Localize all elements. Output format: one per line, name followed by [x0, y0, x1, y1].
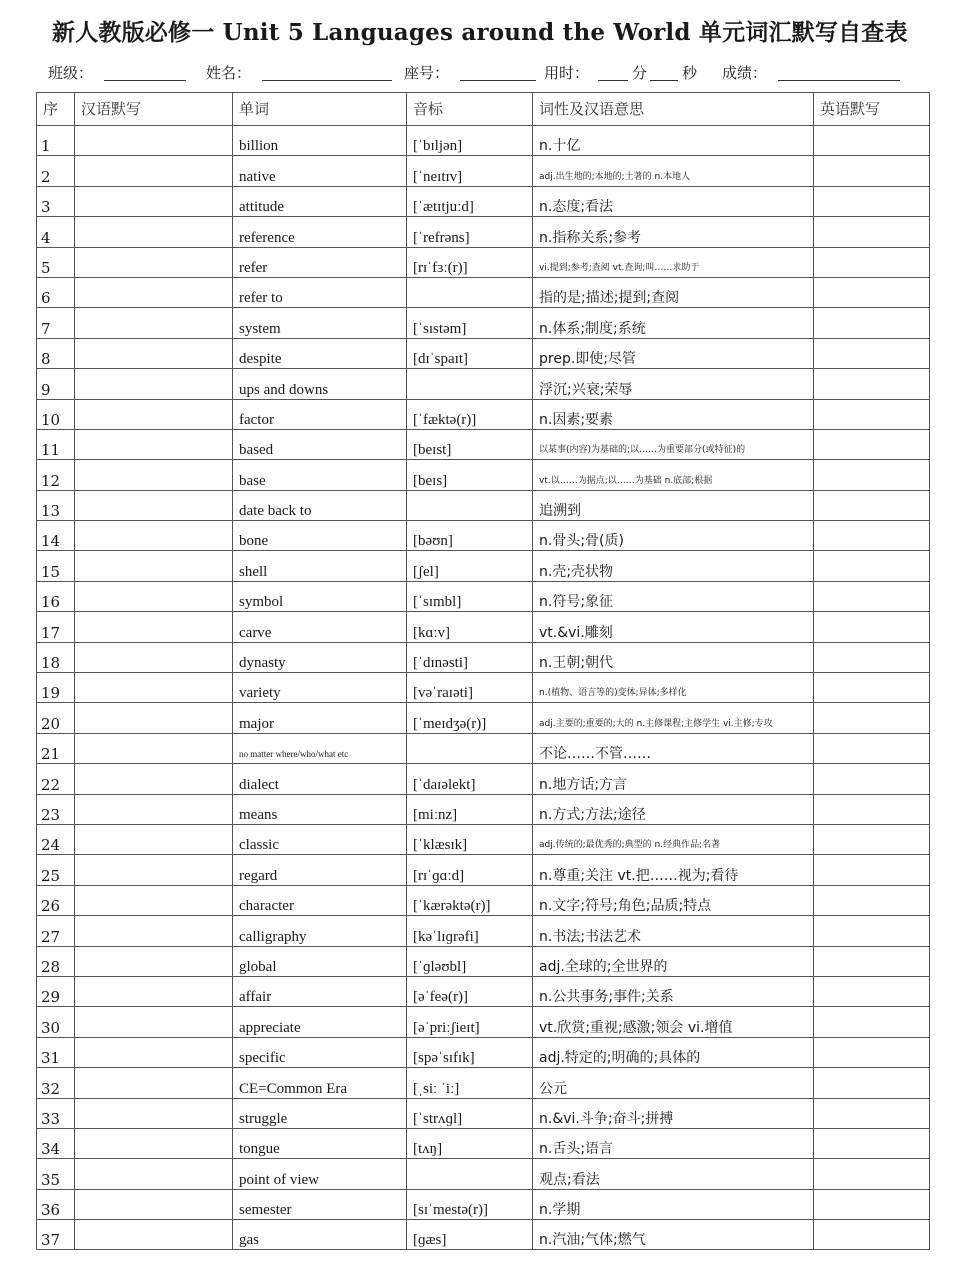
meaning-cell: adj.主要的;重要的;大的 n.主修课程;主修学生 vi.主修;专攻 [533, 703, 814, 733]
seat-field[interactable] [460, 80, 536, 81]
phonetic-cell: [kəˈlɪɡrəfi] [407, 916, 533, 946]
table-row [37, 308, 930, 338]
table-row [37, 490, 930, 520]
word-cell: affair [233, 976, 407, 1006]
chinese-dictation-cell[interactable] [75, 1068, 233, 1098]
word-cell: shell [233, 551, 407, 581]
row-number: 5 [37, 247, 75, 277]
table-row [37, 581, 930, 611]
minutes-label: 分 [632, 64, 648, 82]
word-cell: based [233, 429, 407, 459]
chinese-dictation-cell[interactable] [75, 855, 233, 885]
phonetic-cell: [əˈpriːʃieɪt] [407, 1007, 533, 1037]
phonetic-cell [407, 733, 533, 763]
vocabulary-table [36, 92, 930, 1250]
score-label: 成绩： [722, 64, 768, 82]
meaning-cell: n.学期 [533, 1189, 814, 1219]
row-number: 22 [37, 764, 75, 794]
header-english-dictation: 英语默写 [814, 93, 930, 126]
chinese-dictation-cell[interactable] [75, 673, 233, 703]
row-number: 29 [37, 976, 75, 1006]
word-cell: means [233, 794, 407, 824]
meaning-cell: 观点;看法 [533, 1159, 814, 1189]
english-dictation-cell[interactable] [814, 1068, 930, 1098]
row-number: 27 [37, 916, 75, 946]
row-number: 32 [37, 1068, 75, 1098]
english-dictation-cell[interactable] [814, 1128, 930, 1158]
phonetic-cell: [ˈsɪmbl] [407, 581, 533, 611]
phonetic-cell: [spəˈsɪfɪk] [407, 1037, 533, 1067]
page-title: 新人教版必修一 Unit 5 Languages around the World 单元词汇默写自查表 [52, 19, 908, 46]
english-dictation-cell[interactable] [814, 1037, 930, 1067]
phonetic-cell: [ˈkærəktə(r)] [407, 885, 533, 915]
row-number: 35 [37, 1159, 75, 1189]
meaning-cell: vt.以……为据点;以……为基础 n.底部;根据 [533, 460, 814, 490]
english-dictation-cell[interactable] [814, 460, 930, 490]
english-dictation-cell[interactable] [814, 217, 930, 247]
english-dictation-cell[interactable] [814, 156, 930, 186]
chinese-dictation-cell[interactable] [75, 217, 233, 247]
phonetic-cell: [ˈsɪstəm] [407, 308, 533, 338]
table-row [37, 338, 930, 368]
chinese-dictation-cell[interactable] [75, 1189, 233, 1219]
word-cell: despite [233, 338, 407, 368]
row-number: 13 [37, 490, 75, 520]
score-field[interactable] [778, 80, 900, 81]
meaning-cell: n.舌头;语言 [533, 1128, 814, 1158]
meaning-cell: 浮沉;兴衰;荣辱 [533, 369, 814, 399]
english-dictation-cell[interactable] [814, 1159, 930, 1189]
chinese-dictation-cell[interactable] [75, 612, 233, 642]
class-field[interactable] [104, 80, 186, 81]
row-number: 11 [37, 429, 75, 459]
word-cell: tongue [233, 1128, 407, 1158]
table-row [37, 946, 930, 976]
english-dictation-cell[interactable] [814, 733, 930, 763]
chinese-dictation-cell[interactable] [75, 794, 233, 824]
table-row [37, 703, 930, 733]
table-row [37, 1037, 930, 1067]
word-cell: appreciate [233, 1007, 407, 1037]
class-label: 班级： [48, 64, 94, 82]
phonetic-cell: [ˈætɪtjuːd] [407, 186, 533, 216]
word-cell: gas [233, 1220, 407, 1250]
english-dictation-cell[interactable] [814, 794, 930, 824]
row-number: 26 [37, 885, 75, 915]
chinese-dictation-cell[interactable] [75, 916, 233, 946]
student-info-bar [46, 60, 926, 86]
meaning-cell: adj.全球的;全世界的 [533, 946, 814, 976]
phonetic-cell: [ˈfæktə(r)] [407, 399, 533, 429]
phonetic-cell [407, 1159, 533, 1189]
table-row [37, 885, 930, 915]
chinese-dictation-cell[interactable] [75, 824, 233, 854]
word-cell: refer to [233, 277, 407, 307]
word-cell: carve [233, 612, 407, 642]
table-row [37, 521, 930, 551]
table-row [37, 247, 930, 277]
word-cell: base [233, 460, 407, 490]
table-row [37, 126, 930, 156]
meaning-cell: n.汽油;气体;燃气 [533, 1220, 814, 1250]
phonetic-cell [407, 369, 533, 399]
english-dictation-cell[interactable] [814, 642, 930, 672]
meaning-cell: n.方式;方法;途径 [533, 794, 814, 824]
chinese-dictation-cell[interactable] [75, 186, 233, 216]
chinese-dictation-cell[interactable] [75, 642, 233, 672]
table-row [37, 1098, 930, 1128]
chinese-dictation-cell[interactable] [75, 581, 233, 611]
word-cell: classic [233, 824, 407, 854]
row-number: 30 [37, 1007, 75, 1037]
word-cell: ups and downs [233, 369, 407, 399]
english-dictation-cell[interactable] [814, 429, 930, 459]
seconds-field[interactable] [650, 80, 678, 81]
word-cell: specific [233, 1037, 407, 1067]
row-number: 28 [37, 946, 75, 976]
english-dictation-cell[interactable] [814, 976, 930, 1006]
phonetic-cell: [rɪˈfɜː(r)] [407, 247, 533, 277]
name-label: 姓名： [206, 64, 252, 82]
row-number: 9 [37, 369, 75, 399]
word-cell: regard [233, 855, 407, 885]
english-dictation-cell[interactable] [814, 126, 930, 156]
table-row [37, 612, 930, 642]
chinese-dictation-cell[interactable] [75, 308, 233, 338]
phonetic-cell: [ˈɡləʊbl] [407, 946, 533, 976]
chinese-dictation-cell[interactable] [75, 399, 233, 429]
header-word: 单词 [233, 93, 407, 126]
meaning-cell: 不论……不管…… [533, 733, 814, 763]
header-number: 序 [37, 93, 75, 126]
english-dictation-cell[interactable] [814, 703, 930, 733]
phonetic-cell: [dɪˈspaɪt] [407, 338, 533, 368]
meaning-cell: n.壳;壳状物 [533, 551, 814, 581]
table-row [37, 186, 930, 216]
row-number: 2 [37, 156, 75, 186]
chinese-dictation-cell[interactable] [75, 126, 233, 156]
word-cell: native [233, 156, 407, 186]
word-cell: character [233, 885, 407, 915]
english-dictation-cell[interactable] [814, 581, 930, 611]
meaning-cell: vi.提到;参考;查阅 vt.查询;叫……求助于 [533, 247, 814, 277]
meaning-cell: adj.传统的;最优秀的;典型的 n.经典作品;名著 [533, 824, 814, 854]
row-number: 34 [37, 1128, 75, 1158]
chinese-dictation-cell[interactable] [75, 946, 233, 976]
word-cell: billion [233, 126, 407, 156]
english-dictation-cell[interactable] [814, 399, 930, 429]
meaning-cell: n.骨头;骨(质) [533, 521, 814, 551]
meaning-cell: prep.即使;尽管 [533, 338, 814, 368]
seat-label: 座号： [404, 64, 450, 82]
phonetic-cell: [ˈdɪnəsti] [407, 642, 533, 672]
table-row [37, 1159, 930, 1189]
phonetic-cell: [ˈbɪljən] [407, 126, 533, 156]
table-row [37, 764, 930, 794]
word-cell: system [233, 308, 407, 338]
meaning-cell: n.尊重;关注 vt.把……视为;看待 [533, 855, 814, 885]
table-row [37, 156, 930, 186]
english-dictation-cell[interactable] [814, 247, 930, 277]
meaning-cell: adj.出生地的;本地的;土著的 n.本地人 [533, 156, 814, 186]
row-number: 6 [37, 277, 75, 307]
phonetic-cell: [kɑːv] [407, 612, 533, 642]
english-dictation-cell[interactable] [814, 1189, 930, 1219]
table-header-row [37, 93, 930, 126]
phonetic-cell: [ˈstrʌɡl] [407, 1098, 533, 1128]
word-cell: dialect [233, 764, 407, 794]
row-number: 16 [37, 581, 75, 611]
english-dictation-cell[interactable] [814, 1220, 930, 1250]
phonetic-cell [407, 277, 533, 307]
phonetic-cell: [ˈklæsɪk] [407, 824, 533, 854]
meaning-cell: 追溯到 [533, 490, 814, 520]
chinese-dictation-cell[interactable] [75, 551, 233, 581]
meaning-cell: 指的是;描述;提到;查阅 [533, 277, 814, 307]
row-number: 20 [37, 703, 75, 733]
english-dictation-cell[interactable] [814, 1098, 930, 1128]
english-dictation-cell[interactable] [814, 916, 930, 946]
word-cell: no matter where/who/what etc [233, 733, 407, 763]
phonetic-cell: [ˌsiː ˈiː] [407, 1068, 533, 1098]
meaning-cell: vt.&vi.雕刻 [533, 612, 814, 642]
row-number: 37 [37, 1220, 75, 1250]
meaning-cell: n.书法;书法艺术 [533, 916, 814, 946]
word-cell: reference [233, 217, 407, 247]
meaning-cell: n.体系;制度;系统 [533, 308, 814, 338]
row-number: 33 [37, 1098, 75, 1128]
row-number: 12 [37, 460, 75, 490]
meaning-cell: n.地方话;方言 [533, 764, 814, 794]
english-dictation-cell[interactable] [814, 186, 930, 216]
word-cell: CE=Common Era [233, 1068, 407, 1098]
row-number: 21 [37, 733, 75, 763]
table-row [37, 429, 930, 459]
row-number: 18 [37, 642, 75, 672]
meaning-cell: n.符号;象征 [533, 581, 814, 611]
word-cell: symbol [233, 581, 407, 611]
word-cell: attitude [233, 186, 407, 216]
phonetic-cell: [tʌŋ] [407, 1128, 533, 1158]
row-number: 15 [37, 551, 75, 581]
word-cell: refer [233, 247, 407, 277]
phonetic-cell: [ˈmeɪdʒə(r)] [407, 703, 533, 733]
meaning-cell: n.公共事务;事件;关系 [533, 976, 814, 1006]
chinese-dictation-cell[interactable] [75, 885, 233, 915]
chinese-dictation-cell[interactable] [75, 733, 233, 763]
row-number: 8 [37, 338, 75, 368]
row-number: 17 [37, 612, 75, 642]
phonetic-cell: [beɪs] [407, 460, 533, 490]
chinese-dictation-cell[interactable] [75, 429, 233, 459]
chinese-dictation-cell[interactable] [75, 1220, 233, 1250]
meaning-cell: adj.特定的;明确的;具体的 [533, 1037, 814, 1067]
header-chinese-dictation: 汉语默写 [75, 93, 233, 126]
chinese-dictation-cell[interactable] [75, 1007, 233, 1037]
table-row [37, 673, 930, 703]
table-row [37, 794, 930, 824]
word-cell: semester [233, 1189, 407, 1219]
meaning-cell: n.王朝;朝代 [533, 642, 814, 672]
chinese-dictation-cell[interactable] [75, 369, 233, 399]
meaning-cell: 以某事(内容)为基础的;以……为重要部分(或特征)的 [533, 429, 814, 459]
english-dictation-cell[interactable] [814, 855, 930, 885]
chinese-dictation-cell[interactable] [75, 703, 233, 733]
table-row [37, 976, 930, 1006]
meaning-cell: n.十亿 [533, 126, 814, 156]
meaning-cell: 公元 [533, 1068, 814, 1098]
word-cell: date back to [233, 490, 407, 520]
word-cell: calligraphy [233, 916, 407, 946]
word-cell: major [233, 703, 407, 733]
word-cell: variety [233, 673, 407, 703]
phonetic-cell: [ɡæs] [407, 1220, 533, 1250]
row-number: 1 [37, 126, 75, 156]
meaning-cell: n.&vi.斗争;奋斗;拼搏 [533, 1098, 814, 1128]
phonetic-cell [407, 490, 533, 520]
minutes-field[interactable] [598, 80, 628, 81]
row-number: 3 [37, 186, 75, 216]
chinese-dictation-cell[interactable] [75, 521, 233, 551]
phonetic-cell: [bəʊn] [407, 521, 533, 551]
table-row [37, 217, 930, 247]
chinese-dictation-cell[interactable] [75, 247, 233, 277]
row-number: 24 [37, 824, 75, 854]
table-body [37, 126, 930, 1250]
phonetic-cell: [vəˈraɪəti] [407, 673, 533, 703]
word-cell: dynasty [233, 642, 407, 672]
phonetic-cell: [ˈrefrəns] [407, 217, 533, 247]
time-label: 用时： [544, 64, 590, 82]
chinese-dictation-cell[interactable] [75, 1098, 233, 1128]
chinese-dictation-cell[interactable] [75, 460, 233, 490]
english-dictation-cell[interactable] [814, 490, 930, 520]
english-dictation-cell[interactable] [814, 824, 930, 854]
phonetic-cell: [rɪˈɡɑːd] [407, 855, 533, 885]
row-number: 14 [37, 521, 75, 551]
phonetic-cell: [ʃel] [407, 551, 533, 581]
table-row [37, 642, 930, 672]
chinese-dictation-cell[interactable] [75, 764, 233, 794]
meaning-cell: n.因素;要素 [533, 399, 814, 429]
word-cell: struggle [233, 1098, 407, 1128]
english-dictation-cell[interactable] [814, 338, 930, 368]
row-number: 4 [37, 217, 75, 247]
row-number: 7 [37, 308, 75, 338]
table-row [37, 733, 930, 763]
row-number: 23 [37, 794, 75, 824]
row-number: 25 [37, 855, 75, 885]
word-cell: bone [233, 521, 407, 551]
meaning-cell: n.态度;看法 [533, 186, 814, 216]
row-number: 10 [37, 399, 75, 429]
meaning-cell: n.(植物、语言等的)变体;异体;多样化 [533, 673, 814, 703]
english-dictation-cell[interactable] [814, 764, 930, 794]
table-row [37, 1189, 930, 1219]
word-cell: global [233, 946, 407, 976]
phonetic-cell: [ˈneɪtɪv] [407, 156, 533, 186]
english-dictation-cell[interactable] [814, 277, 930, 307]
meaning-cell: vt.欣赏;重视;感激;领会 vi.增值 [533, 1007, 814, 1037]
table-row [37, 1068, 930, 1098]
chinese-dictation-cell[interactable] [75, 1037, 233, 1067]
english-dictation-cell[interactable] [814, 673, 930, 703]
table-row [37, 551, 930, 581]
table-row [37, 824, 930, 854]
name-field[interactable] [262, 80, 392, 81]
english-dictation-cell[interactable] [814, 1007, 930, 1037]
table-row [37, 277, 930, 307]
english-dictation-cell[interactable] [814, 612, 930, 642]
phonetic-cell: [miːnz] [407, 794, 533, 824]
header-phonetic: 音标 [407, 93, 533, 126]
header-meaning: 词性及汉语意思 [533, 93, 814, 126]
seconds-label: 秒 [682, 64, 698, 82]
table-row [37, 1007, 930, 1037]
english-dictation-cell[interactable] [814, 551, 930, 581]
chinese-dictation-cell[interactable] [75, 490, 233, 520]
english-dictation-cell[interactable] [814, 308, 930, 338]
word-cell: factor [233, 399, 407, 429]
english-dictation-cell[interactable] [814, 946, 930, 976]
chinese-dictation-cell[interactable] [75, 1128, 233, 1158]
english-dictation-cell[interactable] [814, 885, 930, 915]
row-number: 19 [37, 673, 75, 703]
phonetic-cell: [əˈfeə(r)] [407, 976, 533, 1006]
chinese-dictation-cell[interactable] [75, 156, 233, 186]
table-row [37, 1128, 930, 1158]
chinese-dictation-cell[interactable] [75, 277, 233, 307]
row-number: 36 [37, 1189, 75, 1219]
table-row [37, 369, 930, 399]
english-dictation-cell[interactable] [814, 369, 930, 399]
table-row [37, 916, 930, 946]
phonetic-cell: [sɪˈmestə(r)] [407, 1189, 533, 1219]
english-dictation-cell[interactable] [814, 521, 930, 551]
meaning-cell: n.文字;符号;角色;品质;特点 [533, 885, 814, 915]
table-row [37, 399, 930, 429]
phonetic-cell: [beɪst] [407, 429, 533, 459]
word-cell: point of view [233, 1159, 407, 1189]
row-number: 31 [37, 1037, 75, 1067]
meaning-cell: n.指称关系;参考 [533, 217, 814, 247]
table-row [37, 855, 930, 885]
table-row [37, 1220, 930, 1250]
chinese-dictation-cell[interactable] [75, 338, 233, 368]
chinese-dictation-cell[interactable] [75, 976, 233, 1006]
chinese-dictation-cell[interactable] [75, 1159, 233, 1189]
phonetic-cell: [ˈdaɪəlekt] [407, 764, 533, 794]
table-row [37, 460, 930, 490]
